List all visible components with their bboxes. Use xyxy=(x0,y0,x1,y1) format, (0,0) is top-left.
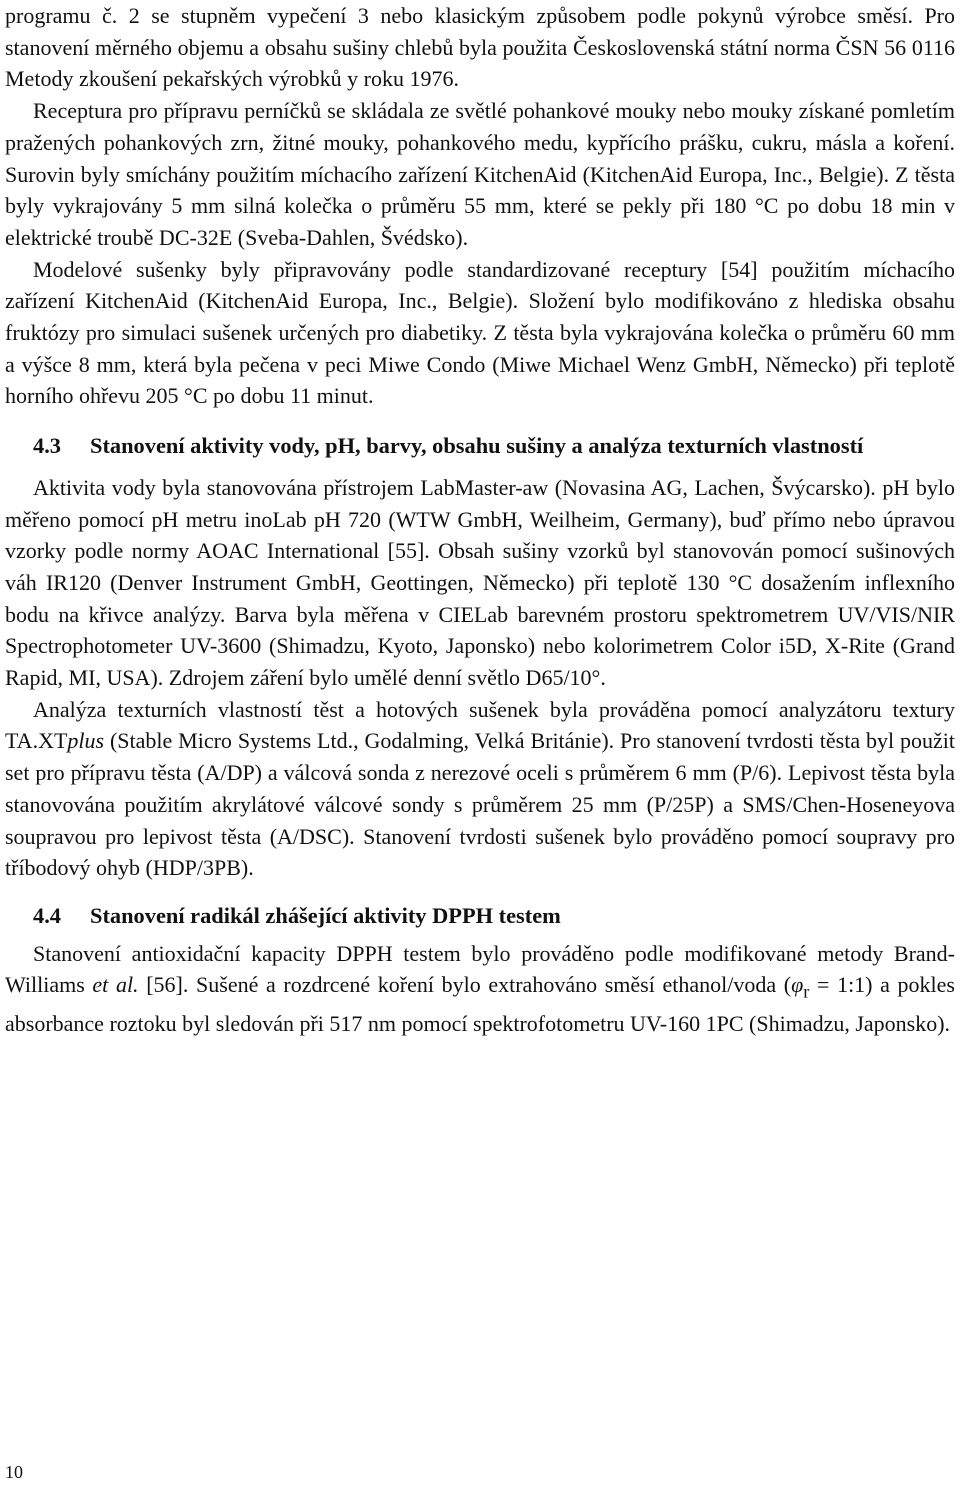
spacer xyxy=(5,412,955,430)
text-segment: Složení bylo modifikováno z hlediska obsahu fruktózy pro simulaci sušenek určených pro diabetiky. xyxy=(5,288,955,346)
paragraph-texture-analysis xyxy=(5,694,955,884)
text-segment: Stanovení tvrdosti sušenek bylo prováděno pomocí soupravy pro tříbodový ohyb (HDP/3PB). xyxy=(5,823,955,881)
paragraph-model-biscuits xyxy=(5,254,955,413)
text-segment: Zdrojem záření bylo umělé denní světlo D65/10°. xyxy=(168,665,606,691)
text-segment: Barva byla měřena v CIELab barevném prostoru spektrometrem UV/VIS/NIR Spectrophotometer UV-3600 (Shimadzu, Kyoto, Japonsko) nebo kolorimetrem Color i5D, X-Rite (Grand Rapid, MI, USA). xyxy=(5,601,955,691)
paragraph-water-activity xyxy=(5,472,955,694)
text-segment: Pro stanovení tvrdosti těsta byl použit set pro přípravu těsta (A/DP) a válcová sonda z nerezové oceli s průměrem 6 mm (P/6). xyxy=(5,728,955,786)
text-segment: Aktivita vody byla stanovována přístrojem LabMaster-aw (Novasina AG, Lachen, Švýcarsko). xyxy=(33,474,883,500)
text-segment: = 1:1) a pokles absorbance roztoku byl sledován při 517 nm pomocí spektrofotometru UV-160 1PC (Shimadzu, Japonsko). xyxy=(5,972,955,1037)
italic-text: et al. xyxy=(92,972,139,998)
subscript: r xyxy=(803,981,810,1002)
text-segment: pH bylo měřeno pomocí pH metru inoLab pH 720 (WTW GmbH, Weilheim, Germany), buď přímo nebo úpravou vzorky podle normy AOAC International [55]. xyxy=(5,474,955,564)
text-segment: Modelové sušenky byly připravovány podle standardizované receptury [54] použitím míchacího zařízení KitchenAid (KitchenAid Europa, Inc., Belgie). xyxy=(5,256,955,314)
phi-symbol: φ xyxy=(791,972,804,998)
text-segment: Z těsta byly vykrajovány 5 mm silná kolečka o průměru 55 mm, které se pekly při 180 °C po dobu 18 min v elektrické troubě DC-32E (Sveba-Dahlen, Švédsko). xyxy=(5,161,955,250)
text-segment: Surovin byly smíchány použitím míchacího zařízení KitchenAid (KitchenAid Europa, Inc., Belgie). xyxy=(5,161,896,187)
italic-text: plus xyxy=(67,728,105,754)
paragraph-baking-continuation xyxy=(5,0,955,95)
section-number: 4.3 xyxy=(33,433,61,459)
section-number: 4.4 xyxy=(33,902,61,928)
section-title: Stanovení radikál zhášející aktivity DPPH testem xyxy=(90,902,561,928)
text-segment: Sušené a rozdrcené koření bylo extrahováno směsí ethanol/voda ( xyxy=(196,972,792,998)
page-number: 10 xyxy=(5,1462,23,1482)
spacer xyxy=(5,462,955,472)
text-segment: Z těsta byla vykrajována kolečka o průměru 60 mm a výšce 8 mm, která byla pečena v peci Miwe Condo (Miwe Michael Wenz GmbH, Německo) při teplotě horního ohřevu 205 °C po dobu 11 minut. xyxy=(5,320,955,409)
text-segment: Pro stanovení měrného objemu a obsahu sušiny chlebů byla použita Československá státní norma ČSN 56 0116 Metody zkoušení pekařských výrobků y roku 1976. xyxy=(5,3,955,92)
paragraph-gingerbread-recipe xyxy=(5,95,955,254)
text-segment: programu č. 2 se stupněm vypečení 3 nebo klasickým způsobem podle pokynů výrobce směsí. xyxy=(5,3,925,28)
section-title: Stanovení aktivity vody, pH, barvy, obsahu sušiny a analýza texturních vlastností xyxy=(90,433,864,459)
text-segment: [56]. xyxy=(138,972,197,998)
section-heading-4-4 xyxy=(5,900,955,932)
section-heading-4-3 xyxy=(5,430,955,462)
paragraph-dpph-test xyxy=(5,938,955,1041)
text-segment: Obsah sušiny vzorků byl stanovován pomocí sušinových váh IR120 (Denver Instrument GmbH, Geottingen, Německo) při teplotě 130 °C dosažením inflexního bodu na křivce analýzy. xyxy=(5,538,955,627)
spacer xyxy=(5,884,955,900)
text-segment: Lepivost těsta byla stanovována použitím akrylátové válcové sondy s průměrem 25 mm (P/25P) a SMS/Chen-Hoseneyova soupravou pro lepivost těsta (A/DSC). xyxy=(5,760,955,849)
text-segment: (Stable Micro Systems Ltd., Godalming, Velká Británie). xyxy=(104,728,621,754)
text-segment: Receptura pro přípravu perníčků se skládala ze světlé pohankové mouky nebo mouky získané pomletím pražených pohankových zrn, žitné mouky, pohankového medu, kypřícího prášku, cukru, másla a koření. xyxy=(5,98,955,155)
text-segment: Analýza texturních vlastností těst a hotových sušenek byla prováděna pomocí analyzátoru textury TA.XT xyxy=(5,696,955,754)
text-segment: Stanovení antioxidační kapacity DPPH testem bylo prováděno podle modifikované metody Brand-Williams xyxy=(5,940,955,998)
